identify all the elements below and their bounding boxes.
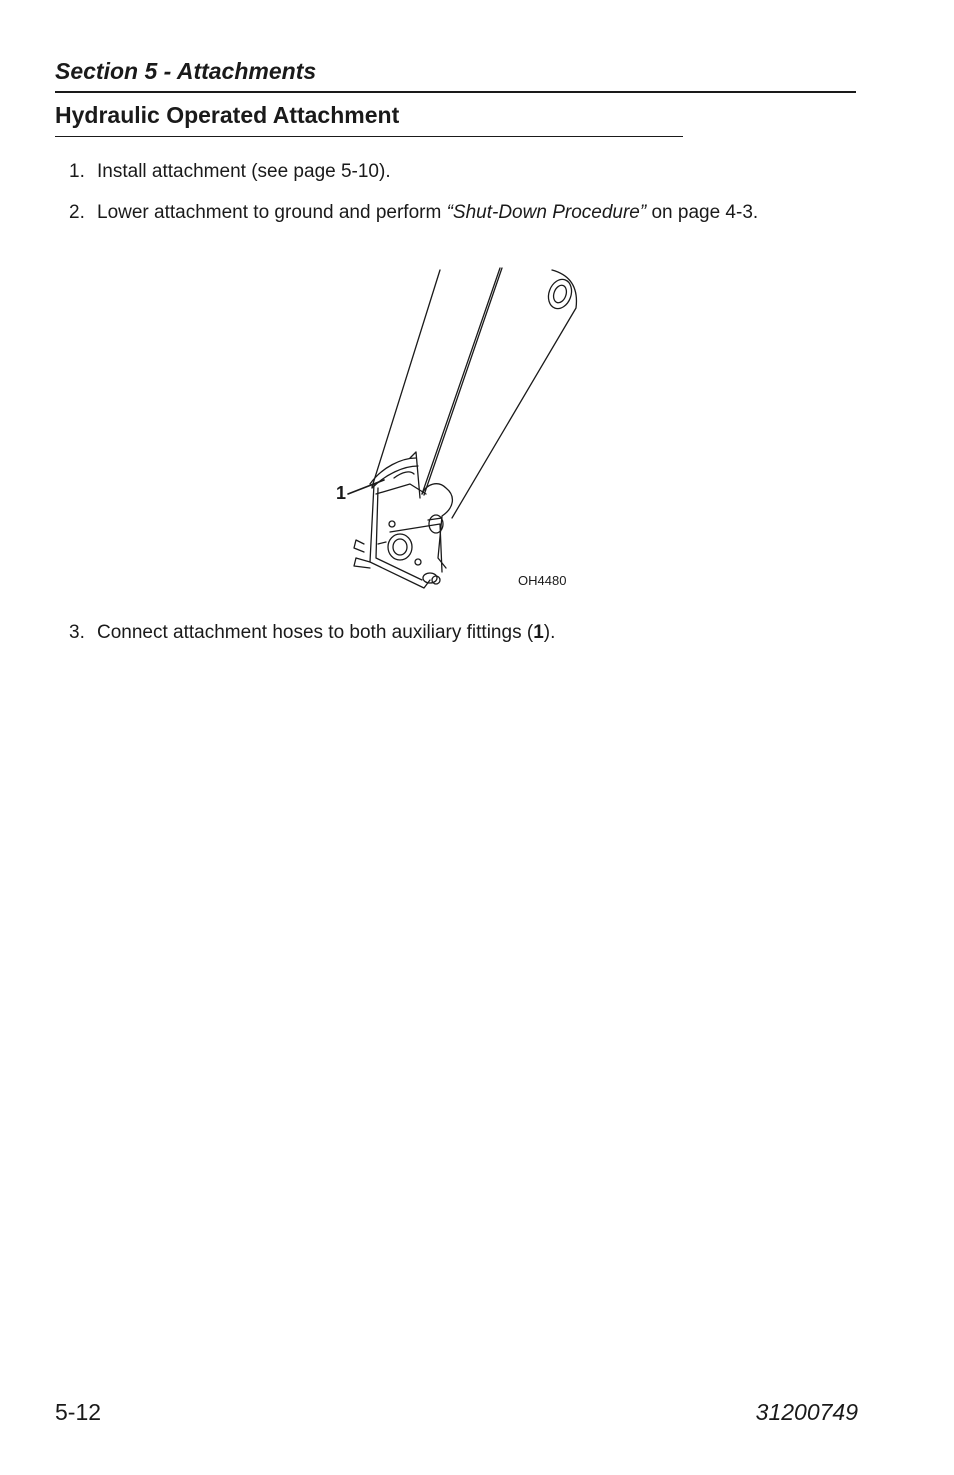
document-number: 31200749	[755, 1399, 858, 1425]
page-number: 5-12	[55, 1399, 102, 1425]
section-title: Section 5 - Attachments	[55, 58, 856, 93]
step-text: Connect attachment hoses to both auxiliary fittings (	[97, 622, 534, 643]
figure-code: OH4480	[518, 573, 567, 588]
step-text-after: on page 4-3.	[646, 202, 759, 223]
callout-reference: 1	[533, 622, 544, 643]
step-text: Lower attachment to ground and perform	[97, 202, 447, 223]
step-text: Install attachment (see page 5-10).	[97, 161, 391, 182]
subsection-title: Hydraulic Operated Attachment	[55, 102, 683, 137]
step-text-after: ).	[543, 622, 556, 643]
step-3	[69, 621, 555, 645]
step-number: 1.	[69, 161, 85, 182]
step-1	[69, 160, 391, 184]
step-2	[69, 201, 758, 225]
boom-tip-illustration	[330, 262, 590, 602]
callout-label: 1	[336, 483, 347, 503]
step-number: 2.	[69, 202, 85, 223]
step-number: 3.	[69, 622, 85, 643]
attachment-figure	[330, 262, 590, 602]
procedure-reference: “Shut-Down Procedure”	[446, 202, 647, 223]
